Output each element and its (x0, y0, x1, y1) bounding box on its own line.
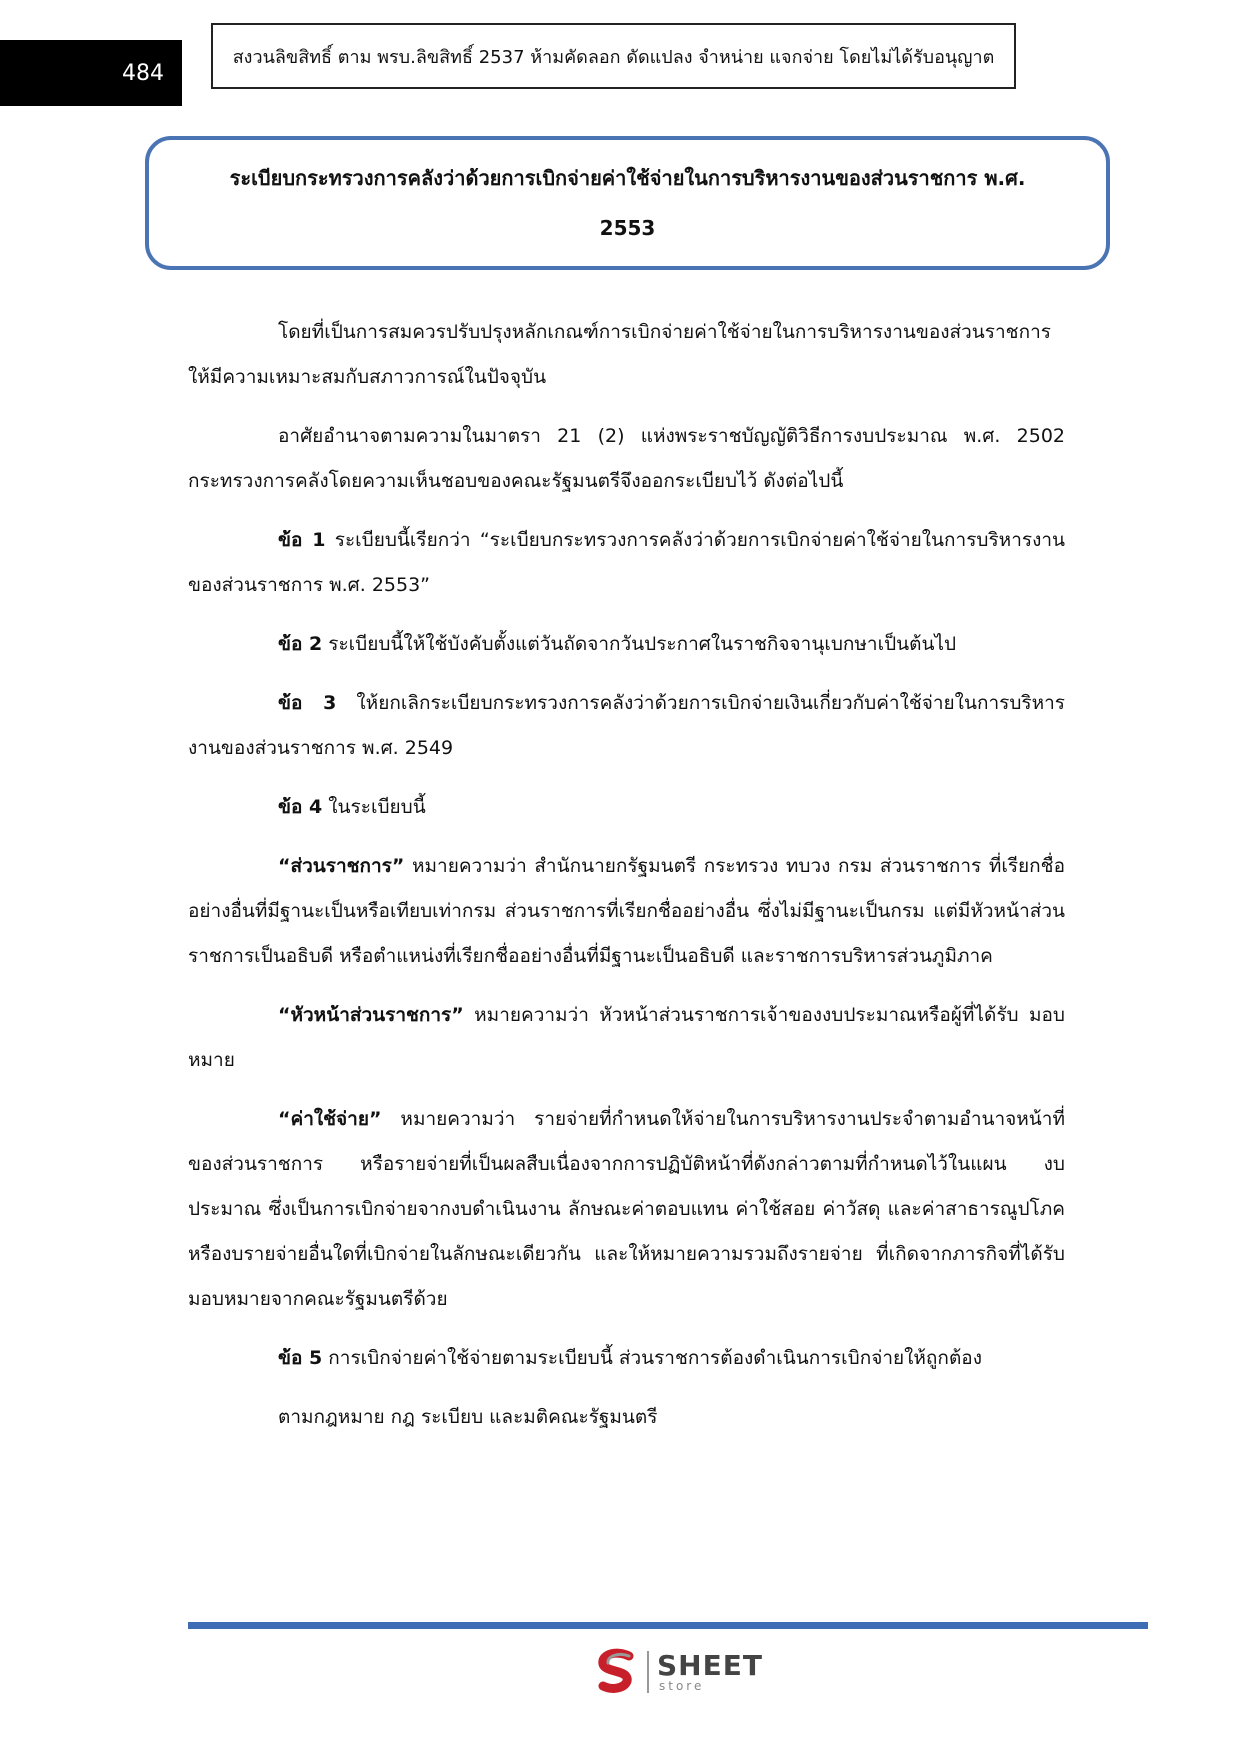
definition-text: หมายความว่า รายจ่ายที่กำหนดให้จ่ายในการบริหารงานประจำตามอำนาจหน้าที่ ของส่วนราชการ หรือรายจ่ายที่เป็นผลสืบเนื่องจากการปฏิบัติหน้าที่ดังกล่าวตามที่กำหนดไว้ในแผน งบประมาณ ซึ่งเป็นการเบิกจ่ายจากงบดำเนินงาน ลักษณะค่าตอบแทน ค่าใช้สอย ค่าวัสดุ และค่าสาธารณูปโภค หรืองบรายจ่ายอื่นใดที่เบิกจ่ายในลักษณะเดียวกัน และให้หมายความรวมถึงรายจ่าย ที่เกิดจากภารกิจที่ได้รับมอบหมายจากคณะรัฐมนตรีด้วย (188, 1108, 1065, 1310)
definition-term: “ส่วนราชการ” (278, 855, 405, 877)
document-title-line1: ระเบียบกระทรวงการคลังว่าด้วยการเบิกจ่ายค่าใช้จ่ายในการบริหารงานของส่วนราชการ พ.ศ. (229, 166, 1026, 190)
clause-4-text: ในระเบียบนี้ (322, 796, 426, 818)
clause-3 (188, 681, 1065, 771)
clause-1-heading: ข้อ 1 (278, 529, 326, 551)
definition-government-agency (188, 844, 1065, 979)
logo-main-text: SHEET (657, 1649, 763, 1682)
logo-wordmark (657, 1649, 763, 1693)
document-body (188, 310, 1065, 1454)
sheet-store-s-icon (595, 1648, 639, 1696)
page-number: 484 (122, 60, 164, 86)
definition-text: หมายความว่า หัวหน้าส่วนราชการเจ้าของงบประมาณหรือผู้ที่ได้รับ มอบหมาย (188, 1004, 1065, 1071)
clause-5-text: การเบิกจ่ายค่าใช้จ่ายตามระเบียบนี้ ส่วนราชการต้องดำเนินการเบิกจ่ายให้ถูกต้อง (322, 1347, 982, 1369)
page-number-box (0, 40, 182, 106)
clause-4-heading: ข้อ 4 (278, 796, 323, 818)
sheet-store-logo (595, 1646, 763, 1698)
authority-paragraph: อาศัยอำนาจตามความในมาตรา 21 (2) แห่งพระราชบัญญัติวิธีการงบประมาณ พ.ศ. 2502 กระทรวงการคลังโดยความเห็นชอบของคณะรัฐมนตรีจึงออกระเบียบไว้ ดังต่อไปนี้ (188, 425, 1065, 492)
definition-term: “หัวหน้าส่วนราชการ” (278, 1004, 464, 1026)
clause-2-heading: ข้อ 2 (278, 633, 323, 655)
clause-3-text: ให้ยกเลิกระเบียบกระทรวงการคลังว่าด้วยการเบิกจ่ายเงินเกี่ยวกับค่าใช้จ่ายในการบริหารงานของส่วนราชการ พ.ศ. 2549 (188, 692, 1065, 759)
clause-1 (188, 518, 1065, 608)
clause-3-heading: ข้อ 3 (278, 692, 337, 714)
clause-5-heading: ข้อ 5 (278, 1347, 323, 1369)
clause-5 (188, 1336, 1065, 1381)
clause-2 (188, 622, 1065, 667)
clause-4 (188, 785, 1065, 830)
clause-2-text: ระเบียบนี้ให้ใช้บังคับตั้งแต่วันถัดจากวันประกาศในราชกิจจานุเบกษาเป็นต้นไป (322, 633, 957, 655)
definition-expenses (188, 1097, 1065, 1322)
document-title-box (145, 136, 1110, 270)
definition-term: “ค่าใช้จ่าย” (278, 1108, 382, 1130)
footer-divider (188, 1622, 1148, 1629)
definition-text: หมายความว่า สำนักนายกรัฐมนตรี กระทรวง ทบวง กรม ส่วนราชการ ที่เรียกชื่ออย่างอื่นที่มีฐานะเป็นหรือเทียบเท่ากรม ส่วนราชการที่เรียกชื่ออย่างอื่น ซึ่งไม่มีฐานะเป็นกรม แต่มีหัวหน้าส่วนราชการเป็นอธิบดี หรือตำแหน่งที่เรียกชื่ออย่างอื่นที่มีฐานะเป็นอธิบดี และราชการบริหารส่วนภูมิภาค (188, 855, 1065, 967)
document-title-line2: 2553 (599, 216, 656, 240)
clause-5-continuation: ตามกฎหมาย กฎ ระเบียบ และมติคณะรัฐมนตรี (278, 1406, 658, 1428)
definition-agency-head (188, 993, 1065, 1083)
preamble-paragraph: โดยที่เป็นการสมควรปรับปรุงหลักเกณฑ์การเบิกจ่ายค่าใช้จ่ายในการบริหารงานของส่วนราชการ ให้มีความเหมาะสมกับสภาวการณ์ในปัจจุบัน (188, 321, 1051, 388)
logo-sub-text: store (659, 1679, 705, 1693)
copyright-notice (211, 23, 1016, 89)
copyright-text: สงวนลิขสิทธิ์ ตาม พรบ.ลิขสิทธิ์ 2537 ห้ามคัดลอก ดัดแปลง จำหน่าย แจกจ่าย โดยไม่ได้รับอนุญาต (232, 46, 995, 68)
clause-1-text: ระเบียบนี้เรียกว่า “ระเบียบกระทรวงการคลังว่าด้วยการเบิกจ่ายค่าใช้จ่ายในการบริหารงาน ของส่วนราชการ พ.ศ. 2553” (188, 529, 1066, 596)
logo-separator (647, 1651, 649, 1693)
